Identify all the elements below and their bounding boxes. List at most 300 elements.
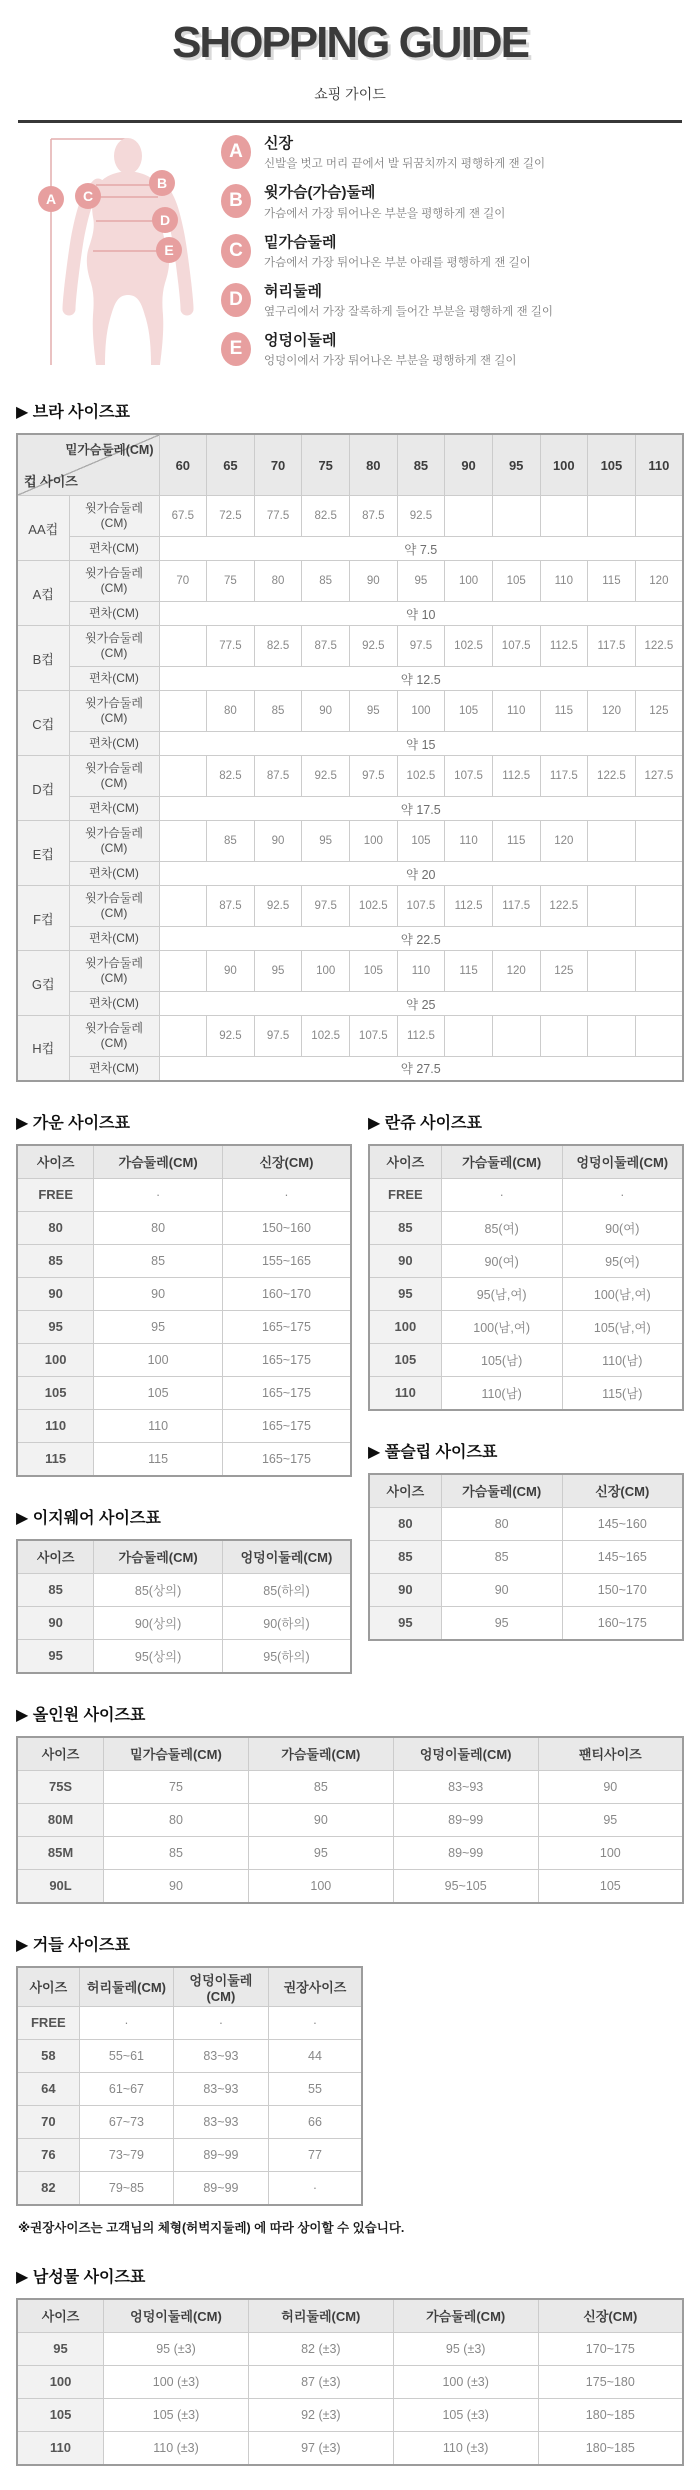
size-cell: 90(상의) bbox=[94, 1606, 223, 1639]
lanju-size-section bbox=[368, 1110, 684, 1411]
size-cell: 100 (±3) bbox=[393, 2365, 538, 2398]
bust-label: 윗가슴둘레 (CM) bbox=[69, 691, 159, 732]
allinone-size-section bbox=[16, 1702, 684, 1904]
size-label: 95 bbox=[369, 1606, 441, 1640]
gown-size-section bbox=[16, 1110, 352, 1477]
two-column-tables bbox=[16, 1082, 684, 1674]
bust-value: 105 bbox=[492, 561, 540, 602]
body-silhouette-graphic bbox=[16, 133, 221, 371]
bust-value: 100 bbox=[445, 561, 493, 602]
column-header: 가슴둘레(CM) bbox=[94, 1540, 223, 1574]
size-cell: 44 bbox=[268, 2039, 362, 2072]
table-row bbox=[369, 1310, 683, 1343]
size-cell: 180~185 bbox=[538, 2431, 683, 2465]
heading-lanju: ▶ 란쥬 사이즈표 bbox=[368, 1114, 482, 1132]
page-subtitle: 쇼핑 가이드 bbox=[314, 86, 386, 102]
size-cell: 110 (±3) bbox=[393, 2431, 538, 2465]
measure-text bbox=[264, 234, 531, 270]
bust-value bbox=[159, 756, 207, 797]
table-lanju bbox=[368, 1144, 684, 1411]
letter-badge-E: E bbox=[221, 332, 251, 366]
header-row bbox=[17, 1145, 351, 1179]
body-diagram bbox=[16, 133, 221, 371]
deviation-row bbox=[17, 667, 683, 691]
table-easywear bbox=[16, 1539, 352, 1674]
band-size-header: 65 bbox=[207, 434, 255, 496]
size-cell: 105 bbox=[94, 1376, 223, 1409]
deviation-row bbox=[17, 1057, 683, 1081]
bust-value: 110 bbox=[492, 691, 540, 732]
bust-value: 107.5 bbox=[492, 626, 540, 667]
bust-value: 112.5 bbox=[492, 756, 540, 797]
measure-title: 허리둘레 bbox=[264, 282, 322, 300]
bust-value: 107.5 bbox=[350, 1016, 398, 1057]
deviation-value: 약 12.5 bbox=[159, 667, 683, 691]
size-cell: 95 bbox=[248, 1836, 393, 1869]
measure-text bbox=[264, 283, 553, 319]
bust-value: 115 bbox=[492, 821, 540, 862]
size-cell: 100 bbox=[538, 1836, 683, 1869]
size-cell: 55 bbox=[268, 2072, 362, 2105]
size-cell: 105 (±3) bbox=[104, 2398, 249, 2431]
bust-value: 127.5 bbox=[635, 756, 683, 797]
size-label: 85 bbox=[17, 1573, 94, 1606]
size-label: 80M bbox=[17, 1803, 104, 1836]
table-row bbox=[17, 1178, 351, 1211]
size-cell: · bbox=[441, 1178, 562, 1211]
heading-fullslip: ▶ 풀슬립 사이즈표 bbox=[368, 1443, 498, 1461]
measurement-guide-section bbox=[16, 133, 684, 371]
bust-value: 107.5 bbox=[445, 756, 493, 797]
bust-value: 90 bbox=[350, 561, 398, 602]
bust-value: 95 bbox=[302, 821, 350, 862]
size-cell: · bbox=[268, 2171, 362, 2205]
table-fullslip bbox=[368, 1473, 684, 1641]
bust-value: 80 bbox=[254, 561, 302, 602]
size-cell: 95 bbox=[538, 1803, 683, 1836]
table-gown bbox=[16, 1144, 352, 1477]
bust-value: 92.5 bbox=[302, 756, 350, 797]
band-size-header: 75 bbox=[302, 434, 350, 496]
bust-value bbox=[635, 821, 683, 862]
table-row bbox=[369, 1573, 683, 1606]
band-size-header: 70 bbox=[254, 434, 302, 496]
easywear-size-section bbox=[16, 1505, 352, 1674]
bust-value: 122.5 bbox=[540, 886, 588, 927]
size-cell: 95(남,여) bbox=[441, 1277, 562, 1310]
size-cell: 150~170 bbox=[562, 1573, 683, 1606]
size-cell: 83~93 bbox=[174, 2105, 268, 2138]
bust-value: 120 bbox=[492, 951, 540, 992]
bust-value: 112.5 bbox=[397, 1016, 445, 1057]
bust-value: 92.5 bbox=[350, 626, 398, 667]
size-cell: · bbox=[222, 1178, 351, 1211]
size-label: 105 bbox=[17, 1376, 94, 1409]
table-row bbox=[17, 1244, 351, 1277]
table-row bbox=[369, 1606, 683, 1640]
size-cell: 85 bbox=[104, 1836, 249, 1869]
size-label: 85 bbox=[369, 1540, 441, 1573]
column-header: 가슴둘레(CM) bbox=[248, 1737, 393, 1771]
size-cell: 100 bbox=[248, 1869, 393, 1903]
size-cell: 66 bbox=[268, 2105, 362, 2138]
size-cell: 160~175 bbox=[562, 1606, 683, 1640]
measure-item bbox=[221, 332, 684, 368]
deviation-label: 편차(CM) bbox=[69, 732, 159, 756]
table-row bbox=[17, 1573, 351, 1606]
size-cell: 89~99 bbox=[393, 1803, 538, 1836]
deviation-row bbox=[17, 602, 683, 626]
bust-value bbox=[159, 821, 207, 862]
column-header: 밑가슴둘레(CM) bbox=[104, 1737, 249, 1771]
size-cell: 83~93 bbox=[393, 1770, 538, 1803]
bra-size-table bbox=[16, 433, 684, 1082]
size-label: 95 bbox=[17, 2332, 104, 2365]
table-row bbox=[17, 1409, 351, 1442]
deviation-value: 약 20 bbox=[159, 862, 683, 886]
size-label: 95 bbox=[17, 1639, 94, 1673]
table-row bbox=[369, 1277, 683, 1310]
diagram-marker-C: C bbox=[75, 183, 101, 209]
bust-value bbox=[159, 691, 207, 732]
cup-label: AA컵 bbox=[17, 496, 69, 561]
measure-desc: 신발을 벗고 머리 끝에서 발 뒤꿈치까지 평행하게 잰 길이 bbox=[264, 158, 546, 171]
diagram-marker-E: E bbox=[156, 237, 182, 263]
letter-badge-B: B bbox=[221, 184, 251, 218]
size-label: 64 bbox=[17, 2072, 79, 2105]
size-cell: 165~175 bbox=[222, 1376, 351, 1409]
girdle-size-section bbox=[16, 1932, 684, 2236]
size-cell: 83~93 bbox=[174, 2039, 268, 2072]
bust-value bbox=[492, 496, 540, 537]
deviation-row bbox=[17, 862, 683, 886]
column-header: 엉덩이둘레(CM) bbox=[174, 1967, 268, 2007]
bust-value: 112.5 bbox=[445, 886, 493, 927]
bust-label: 윗가슴둘레 (CM) bbox=[69, 821, 159, 862]
table-row bbox=[17, 1376, 351, 1409]
table-row bbox=[17, 2431, 683, 2465]
bust-value bbox=[159, 626, 207, 667]
table-row bbox=[369, 1343, 683, 1376]
size-label: 90 bbox=[369, 1573, 441, 1606]
size-cell: · bbox=[94, 1178, 223, 1211]
table-row bbox=[17, 1836, 683, 1869]
bust-value bbox=[492, 1016, 540, 1057]
bust-value: 95 bbox=[397, 561, 445, 602]
bust-value: 115 bbox=[445, 951, 493, 992]
size-cell: 95~105 bbox=[393, 1869, 538, 1903]
bust-value: 105 bbox=[350, 951, 398, 992]
bust-value: 87.5 bbox=[207, 886, 255, 927]
measure-text bbox=[264, 332, 516, 368]
bust-value: 102.5 bbox=[445, 626, 493, 667]
bust-value: 122.5 bbox=[588, 756, 636, 797]
size-label: 75S bbox=[17, 1770, 104, 1803]
bust-value bbox=[159, 951, 207, 992]
size-cell: 110 (±3) bbox=[104, 2431, 249, 2465]
measure-title: 밑가슴둘레 bbox=[264, 233, 337, 251]
size-cell: 61~67 bbox=[79, 2072, 174, 2105]
cup-label: D컵 bbox=[17, 756, 69, 821]
size-cell: 77 bbox=[268, 2138, 362, 2171]
bust-row bbox=[17, 691, 683, 732]
cup-label: H컵 bbox=[17, 1016, 69, 1081]
size-cell: 85 bbox=[441, 1540, 562, 1573]
deviation-value: 약 15 bbox=[159, 732, 683, 756]
size-label: 115 bbox=[17, 1442, 94, 1476]
bust-value: 97.5 bbox=[254, 1016, 302, 1057]
bust-value: 125 bbox=[540, 951, 588, 992]
table-mens bbox=[16, 2298, 684, 2466]
column-header: 엉덩이둘레(CM) bbox=[104, 2299, 249, 2333]
bust-value: 87.5 bbox=[350, 496, 398, 537]
size-cell: 55~61 bbox=[79, 2039, 174, 2072]
bust-value bbox=[635, 886, 683, 927]
bust-label: 윗가슴둘레 (CM) bbox=[69, 626, 159, 667]
bust-value: 72.5 bbox=[207, 496, 255, 537]
bust-label: 윗가슴둘레 (CM) bbox=[69, 756, 159, 797]
table-row bbox=[17, 1211, 351, 1244]
bust-value: 82.5 bbox=[254, 626, 302, 667]
size-cell: 85(하의) bbox=[222, 1573, 351, 1606]
size-cell: 90(여) bbox=[441, 1244, 562, 1277]
bust-value: 82.5 bbox=[302, 496, 350, 537]
bust-value: 90 bbox=[207, 951, 255, 992]
bust-value: 90 bbox=[302, 691, 350, 732]
size-cell: 67~73 bbox=[79, 2105, 174, 2138]
band-size-header: 105 bbox=[588, 434, 636, 496]
size-label: 100 bbox=[17, 2365, 104, 2398]
size-cell: 100 (±3) bbox=[104, 2365, 249, 2398]
bust-value bbox=[540, 1016, 588, 1057]
bust-value: 90 bbox=[254, 821, 302, 862]
size-cell: 97 (±3) bbox=[248, 2431, 393, 2465]
bust-value bbox=[445, 1016, 493, 1057]
table-row bbox=[17, 2171, 362, 2205]
bust-value: 97.5 bbox=[350, 756, 398, 797]
cup-label: C컵 bbox=[17, 691, 69, 756]
size-label: 110 bbox=[369, 1376, 441, 1410]
size-cell: 95 (±3) bbox=[393, 2332, 538, 2365]
size-label: 100 bbox=[369, 1310, 441, 1343]
deviation-label: 편차(CM) bbox=[69, 927, 159, 951]
size-cell: 85(여) bbox=[441, 1211, 562, 1244]
size-cell: 95(여) bbox=[562, 1244, 683, 1277]
size-label: 110 bbox=[17, 1409, 94, 1442]
diagram-marker-A: A bbox=[38, 186, 64, 212]
size-cell: 79~85 bbox=[79, 2171, 174, 2205]
size-cell: 95 bbox=[94, 1310, 223, 1343]
cup-label: G컵 bbox=[17, 951, 69, 1016]
deviation-label: 편차(CM) bbox=[69, 862, 159, 886]
band-size-header: 80 bbox=[350, 434, 398, 496]
bust-label: 윗가슴둘레 (CM) bbox=[69, 1016, 159, 1057]
header-row bbox=[369, 1474, 683, 1508]
bust-row bbox=[17, 756, 683, 797]
bust-value: 67.5 bbox=[159, 496, 207, 537]
size-label: FREE bbox=[17, 1178, 94, 1211]
heading-girdle: ▶ 거들 사이즈표 bbox=[16, 1936, 130, 1954]
bust-value: 87.5 bbox=[254, 756, 302, 797]
column-header: 허리둘레(CM) bbox=[248, 2299, 393, 2333]
size-cell: 115 bbox=[94, 1442, 223, 1476]
measure-title: 엉덩이둘레 bbox=[264, 332, 337, 349]
deviation-row bbox=[17, 797, 683, 821]
measure-title: 신장 bbox=[264, 135, 293, 152]
size-cell: 83~93 bbox=[174, 2072, 268, 2105]
fullslip-size-section bbox=[368, 1439, 684, 1641]
column-header: 권장사이즈 bbox=[268, 1967, 362, 2007]
bust-value: 92.5 bbox=[254, 886, 302, 927]
size-cell: · bbox=[174, 2006, 268, 2039]
size-cell: 180~185 bbox=[538, 2398, 683, 2431]
bust-value bbox=[588, 1016, 636, 1057]
size-cell: · bbox=[562, 1178, 683, 1211]
table-row bbox=[17, 1310, 351, 1343]
bust-value bbox=[635, 951, 683, 992]
heading-easywear: ▶ 이지웨어 사이즈표 bbox=[16, 1509, 161, 1527]
size-cell: 87 (±3) bbox=[248, 2365, 393, 2398]
size-cell: 110(남) bbox=[562, 1343, 683, 1376]
corner-label-cup: 컵 사이즈 bbox=[24, 474, 78, 489]
measure-item bbox=[221, 234, 684, 270]
table-row bbox=[17, 2365, 683, 2398]
size-cell: 100(남,여) bbox=[441, 1310, 562, 1343]
band-size-header: 85 bbox=[397, 434, 445, 496]
bust-value: 105 bbox=[397, 821, 445, 862]
deviation-label: 편차(CM) bbox=[69, 537, 159, 561]
column-header: 사이즈 bbox=[17, 1737, 104, 1771]
size-cell: · bbox=[79, 2006, 174, 2039]
size-cell: 145~160 bbox=[562, 1507, 683, 1540]
size-cell: 100 bbox=[94, 1343, 223, 1376]
measure-desc: 엉덩이에서 가장 튀어나온 부분을 평행하게 잰 길이 bbox=[264, 355, 517, 368]
size-label: 90 bbox=[369, 1244, 441, 1277]
band-size-header: 90 bbox=[445, 434, 493, 496]
bust-value: 77.5 bbox=[254, 496, 302, 537]
right-column bbox=[368, 1082, 684, 1641]
bust-row bbox=[17, 951, 683, 992]
column-header: 사이즈 bbox=[17, 1540, 94, 1574]
heading-gown: ▶ 가운 사이즈표 bbox=[16, 1114, 130, 1132]
size-label: FREE bbox=[17, 2006, 79, 2039]
bust-value: 125 bbox=[635, 691, 683, 732]
bust-value: 100 bbox=[302, 951, 350, 992]
size-cell: 105(남) bbox=[441, 1343, 562, 1376]
bust-value: 102.5 bbox=[302, 1016, 350, 1057]
bust-value: 92.5 bbox=[397, 496, 445, 537]
table-row bbox=[17, 2105, 362, 2138]
bust-label: 윗가슴둘레 (CM) bbox=[69, 951, 159, 992]
size-label: 110 bbox=[17, 2431, 104, 2465]
deviation-row bbox=[17, 537, 683, 561]
bust-value: 122.5 bbox=[635, 626, 683, 667]
size-label: 95 bbox=[17, 1310, 94, 1343]
cup-label: E컵 bbox=[17, 821, 69, 886]
band-size-header: 100 bbox=[540, 434, 588, 496]
bust-value: 110 bbox=[397, 951, 445, 992]
size-label: 95 bbox=[369, 1277, 441, 1310]
bust-value: 97.5 bbox=[397, 626, 445, 667]
bust-value: 107.5 bbox=[397, 886, 445, 927]
column-header: 사이즈 bbox=[17, 1145, 94, 1179]
measure-item bbox=[221, 184, 684, 220]
table-row bbox=[17, 1803, 683, 1836]
table-row bbox=[17, 2138, 362, 2171]
bust-value: 120 bbox=[635, 561, 683, 602]
deviation-label: 편차(CM) bbox=[69, 992, 159, 1016]
bust-value bbox=[635, 1016, 683, 1057]
band-size-header: 95 bbox=[492, 434, 540, 496]
bust-value: 85 bbox=[302, 561, 350, 602]
column-header: 팬티사이즈 bbox=[538, 1737, 683, 1771]
bust-value: 105 bbox=[445, 691, 493, 732]
bust-label: 윗가슴둘레 (CM) bbox=[69, 561, 159, 602]
bust-value bbox=[159, 886, 207, 927]
table-row bbox=[17, 1277, 351, 1310]
size-cell: 165~175 bbox=[222, 1409, 351, 1442]
deviation-row bbox=[17, 992, 683, 1016]
table-row bbox=[17, 2398, 683, 2431]
deviation-value: 약 27.5 bbox=[159, 1057, 683, 1081]
size-cell: 155~165 bbox=[222, 1244, 351, 1277]
table-row bbox=[369, 1376, 683, 1410]
size-label: 82 bbox=[17, 2171, 79, 2205]
bust-value bbox=[540, 496, 588, 537]
bust-row bbox=[17, 886, 683, 927]
size-cell: 165~175 bbox=[222, 1343, 351, 1376]
bust-value: 117.5 bbox=[492, 886, 540, 927]
bust-label: 윗가슴둘레 (CM) bbox=[69, 496, 159, 537]
diagram-marker-D: D bbox=[152, 207, 178, 233]
deviation-value: 약 22.5 bbox=[159, 927, 683, 951]
size-cell: 165~175 bbox=[222, 1442, 351, 1476]
bust-value: 117.5 bbox=[588, 626, 636, 667]
size-cell: 90 bbox=[441, 1573, 562, 1606]
band-size-header: 60 bbox=[159, 434, 207, 496]
size-cell: · bbox=[268, 2006, 362, 2039]
size-cell: 89~99 bbox=[393, 1836, 538, 1869]
bust-value: 115 bbox=[588, 561, 636, 602]
bust-value: 95 bbox=[254, 951, 302, 992]
size-cell: 85(상의) bbox=[94, 1573, 223, 1606]
bust-value: 117.5 bbox=[540, 756, 588, 797]
table-row bbox=[17, 1606, 351, 1639]
bust-row bbox=[17, 496, 683, 537]
column-header: 신장(CM) bbox=[538, 2299, 683, 2333]
girdle-note: ※권장사이즈는 고객님의 체형(허벅지둘레) 에 따라 상이할 수 있습니다. bbox=[18, 2220, 405, 2235]
size-cell: 90 bbox=[94, 1277, 223, 1310]
deviation-value: 약 25 bbox=[159, 992, 683, 1016]
size-label: 58 bbox=[17, 2039, 79, 2072]
measure-desc: 가슴에서 가장 튀어나온 부분을 평행하게 잰 길이 bbox=[264, 207, 506, 220]
bust-value: 77.5 bbox=[207, 626, 255, 667]
size-label: 76 bbox=[17, 2138, 79, 2171]
size-cell: 175~180 bbox=[538, 2365, 683, 2398]
corner-label-underbust: 밑가슴둘레(CM) bbox=[65, 443, 154, 457]
table-row bbox=[17, 2039, 362, 2072]
size-cell: 95(상의) bbox=[94, 1639, 223, 1673]
letter-badge-C: C bbox=[221, 234, 251, 268]
table-row bbox=[17, 1442, 351, 1476]
band-size-header: 110 bbox=[635, 434, 683, 496]
size-cell: 73~79 bbox=[79, 2138, 174, 2171]
size-cell: 160~170 bbox=[222, 1277, 351, 1310]
table-row bbox=[17, 2332, 683, 2365]
table-row bbox=[17, 2006, 362, 2039]
size-cell: 100(남,여) bbox=[562, 1277, 683, 1310]
column-header: 엉덩이둘레(CM) bbox=[222, 1540, 351, 1574]
